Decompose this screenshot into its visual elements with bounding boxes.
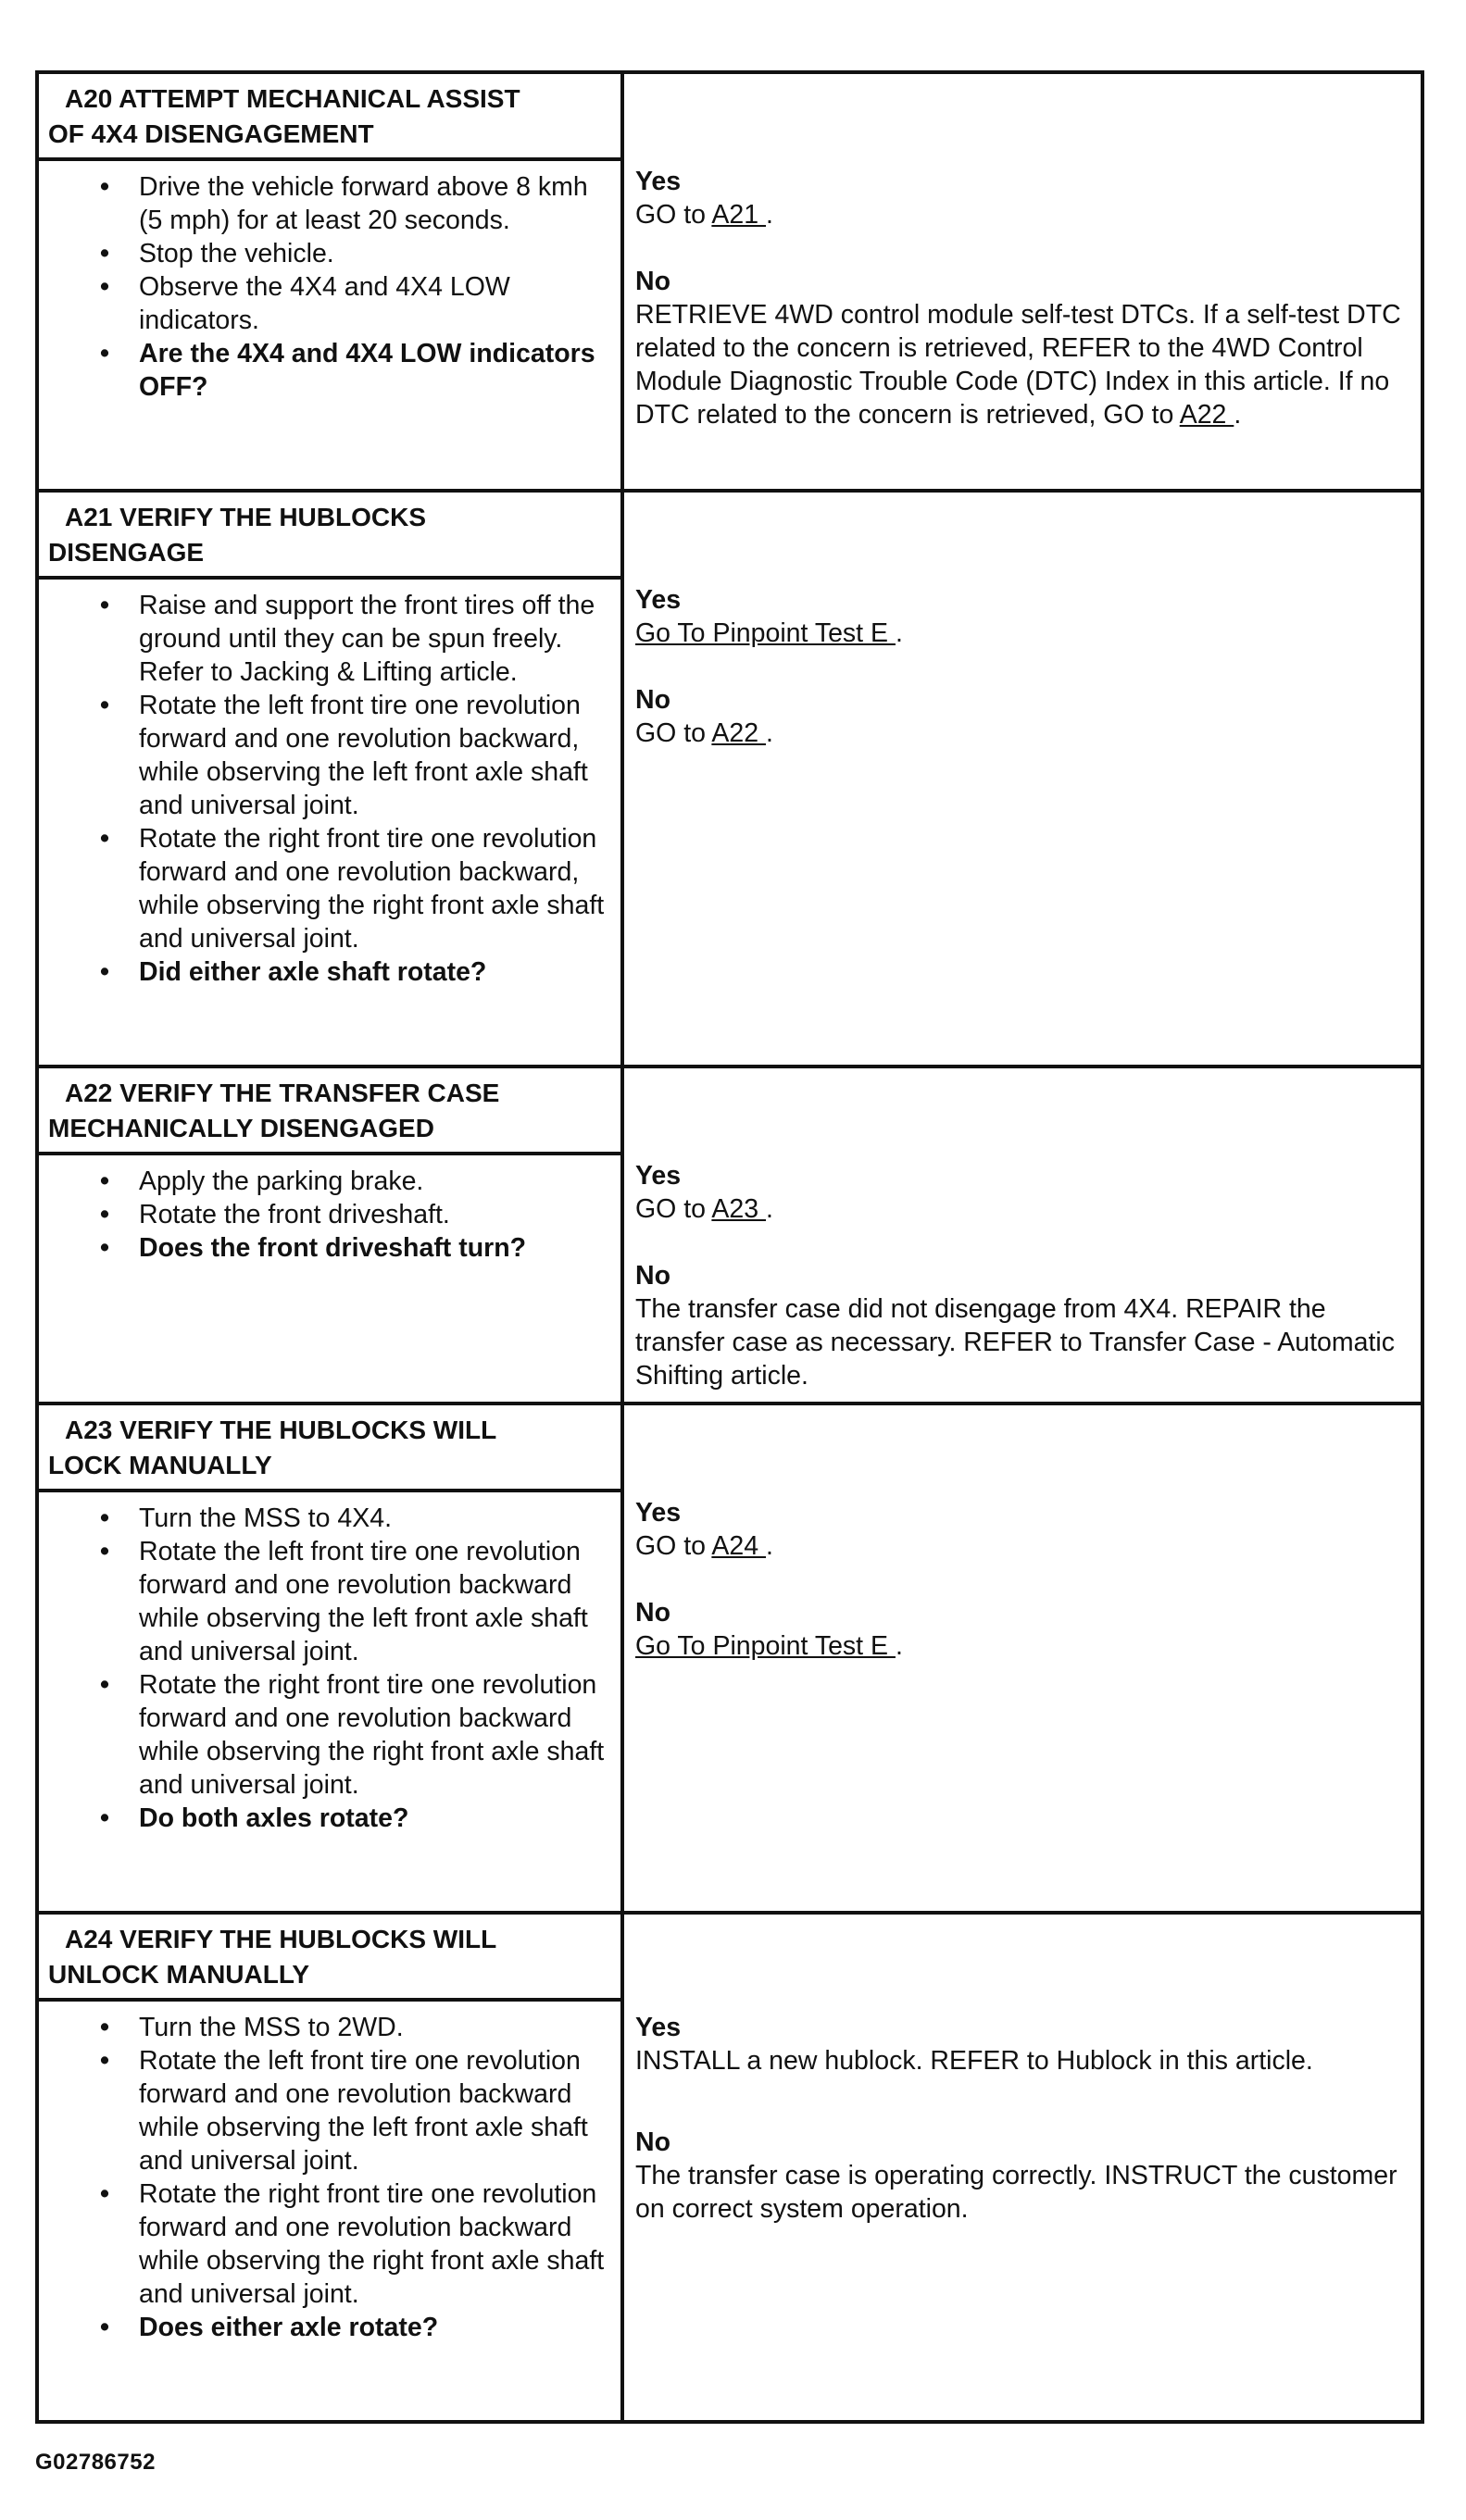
yes-step-link[interactable]: A23 xyxy=(711,1194,767,1224)
test-step-row xyxy=(39,1068,1421,1405)
no-result-prefix: RETRIEVE 4WD control module self-test DTCs. If a self-test DTC related to the concern is retrieved, REFER to the 4WD Control Module Diagnostic Trouble Code (DTC) Index in this article. If no DTC related to the concern is retrieved, GO to xyxy=(635,300,1401,430)
step-heading xyxy=(39,74,620,161)
no-result-text xyxy=(635,2159,1411,2226)
action-list xyxy=(39,2002,620,2352)
outcome-gap xyxy=(635,650,1411,683)
action-item: • Rotate the right front tire one revolution forward and one revolution backward while observing the right front axle shaft and universal joint. xyxy=(48,1668,611,1802)
no-label: No xyxy=(635,267,670,296)
no-result-text xyxy=(635,717,1411,750)
no-result-suffix: . xyxy=(1234,400,1242,430)
outcome-gap xyxy=(635,1563,1411,1596)
test-step-row xyxy=(39,493,1421,1068)
action-item: • Turn the MSS to 2WD. xyxy=(48,2011,611,2044)
yes-step-link[interactable]: A21 xyxy=(711,200,767,230)
outcome-gap xyxy=(635,1226,1411,1259)
yes-label: Yes xyxy=(635,1161,682,1191)
step-left-cell xyxy=(39,74,624,489)
no-result-suffix: . xyxy=(766,718,773,748)
action-list xyxy=(39,580,620,996)
step-heading xyxy=(39,1068,620,1155)
step-result-cell xyxy=(624,493,1421,1065)
step-result-cell xyxy=(624,1405,1421,1911)
yes-result-text xyxy=(635,2044,1411,2077)
step-result-cell xyxy=(624,74,1421,489)
step-heading-line: A20 ATTEMPT MECHANICAL ASSIST xyxy=(65,84,520,113)
yes-result-prefix: GO to xyxy=(635,1531,712,1561)
step-left-cell xyxy=(39,1405,624,1911)
step-heading xyxy=(39,1405,620,1492)
diagnostic-table xyxy=(35,70,1424,2424)
yes-result-suffix: . xyxy=(766,200,773,230)
no-result-prefix: GO to xyxy=(635,718,712,748)
no-label: No xyxy=(635,1598,670,1628)
step-result-cell xyxy=(624,1915,1421,2420)
yes-label: Yes xyxy=(635,1498,682,1528)
no-result-prefix: The transfer case did not disengage from 4X4. REPAIR the transfer case as necessary. REFER to Transfer Case - Automatic Shifting article. xyxy=(635,1294,1395,1391)
figure-id: G02786752 xyxy=(35,2450,156,2475)
test-step-row xyxy=(39,1405,1421,1915)
step-question: • Are the 4X4 and 4X4 LOW indicators OFF? xyxy=(48,337,611,404)
step-heading-line: MECHANICALLY DISENGAGED xyxy=(48,1114,434,1142)
yes-result-prefix: GO to xyxy=(635,1194,712,1224)
step-left-cell xyxy=(39,1915,624,2420)
yes-result-text xyxy=(635,198,1411,231)
test-step-row xyxy=(39,1915,1421,2420)
step-heading-line: UNLOCK MANUALLY xyxy=(48,1960,310,1989)
action-item: • Stop the vehicle. xyxy=(48,237,611,270)
no-result-prefix: The transfer case is operating correctly. INSTRUCT the customer on correct system operation. xyxy=(635,2161,1397,2224)
no-label: No xyxy=(635,2127,670,2157)
step-heading xyxy=(39,493,620,580)
no-step-link[interactable]: Go To Pinpoint Test E xyxy=(635,1631,896,1661)
no-step-link[interactable]: A22 xyxy=(711,718,767,748)
step-heading-line: A22 VERIFY THE TRANSFER CASE xyxy=(65,1079,500,1107)
step-question: • Do both axles rotate? xyxy=(48,1802,611,1835)
step-heading-line: OF 4X4 DISENGAGEMENT xyxy=(48,119,374,148)
yes-result-text xyxy=(635,1192,1411,1226)
action-list xyxy=(39,1155,620,1272)
no-result-text xyxy=(635,1292,1411,1392)
yes-step-link[interactable]: Go To Pinpoint Test E xyxy=(635,618,896,648)
yes-label: Yes xyxy=(635,2013,682,2042)
no-label: No xyxy=(635,1261,670,1291)
action-item: • Raise and support the front tires off the ground until they can be spun freely. Refer to Jacking & Lifting article. xyxy=(48,589,611,689)
yes-result-suffix: . xyxy=(766,1194,773,1224)
action-item: • Rotate the left front tire one revolution forward and one revolution backward while observing the left front axle shaft and universal joint. xyxy=(48,2044,611,2177)
step-heading-line: A24 VERIFY THE HUBLOCKS WILL xyxy=(65,1925,497,1953)
step-heading-line: A21 VERIFY THE HUBLOCKS xyxy=(65,503,426,531)
no-result-suffix: . xyxy=(895,1631,903,1661)
action-item: • Turn the MSS to 4X4. xyxy=(48,1502,611,1535)
yes-result-suffix: . xyxy=(895,618,903,648)
step-question: • Did either axle shaft rotate? xyxy=(48,955,611,989)
step-heading-line: DISENGAGE xyxy=(48,538,205,567)
action-item: • Rotate the right front tire one revolution forward and one revolution backward while observing the right front axle shaft and universal joint. xyxy=(48,2177,611,2311)
action-item: • Rotate the front driveshaft. xyxy=(48,1198,611,1231)
yes-step-link[interactable]: A24 xyxy=(711,1531,767,1561)
yes-result-suffix: . xyxy=(766,1531,773,1561)
yes-result-prefix: GO to xyxy=(635,200,712,230)
test-step-row xyxy=(39,74,1421,493)
step-question: • Does either axle rotate? xyxy=(48,2311,611,2344)
yes-result-prefix: INSTALL a new hublock. REFER to Hublock in this article. xyxy=(635,2046,1313,2076)
outcome-gap xyxy=(635,2077,1411,2126)
action-item: • Drive the vehicle forward above 8 kmh (5 mph) for at least 20 seconds. xyxy=(48,170,611,237)
action-list xyxy=(39,161,620,411)
no-step-link[interactable]: A22 xyxy=(1179,400,1234,430)
step-left-cell xyxy=(39,1068,624,1402)
step-heading-line: LOCK MANUALLY xyxy=(48,1451,272,1479)
action-item: • Rotate the left front tire one revolution forward and one revolution backward, while observing the left front axle shaft and universal joint. xyxy=(48,689,611,822)
outcome-gap xyxy=(635,231,1411,265)
action-item: • Rotate the right front tire one revolution forward and one revolution backward, while observing the right front axle shaft and universal joint. xyxy=(48,822,611,955)
step-left-cell xyxy=(39,493,624,1065)
action-item: • Observe the 4X4 and 4X4 LOW indicators. xyxy=(48,270,611,337)
step-heading xyxy=(39,1915,620,2002)
no-result-text xyxy=(635,298,1411,431)
yes-result-text xyxy=(635,617,1411,650)
step-result-cell xyxy=(624,1068,1421,1402)
yes-label: Yes xyxy=(635,167,682,196)
yes-result-text xyxy=(635,1529,1411,1563)
yes-label: Yes xyxy=(635,585,682,615)
step-heading-line: A23 VERIFY THE HUBLOCKS WILL xyxy=(65,1416,497,1444)
action-item: • Apply the parking brake. xyxy=(48,1165,611,1198)
action-list xyxy=(39,1492,620,1842)
no-result-text xyxy=(635,1629,1411,1663)
action-item: • Rotate the left front tire one revolution forward and one revolution backward while observing the left front axle shaft and universal joint. xyxy=(48,1535,611,1668)
step-question: • Does the front driveshaft turn? xyxy=(48,1231,611,1265)
no-label: No xyxy=(635,685,670,715)
